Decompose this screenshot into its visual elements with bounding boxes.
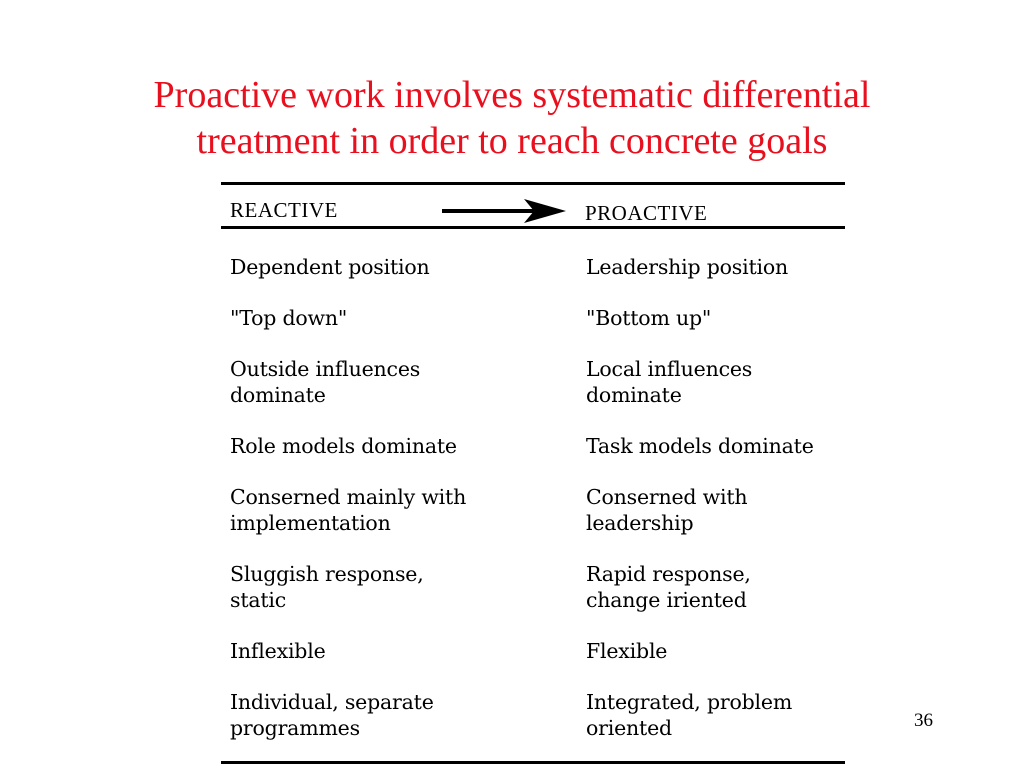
cell-line: dominate (586, 383, 682, 407)
reactive-cell (230, 561, 424, 613)
proactive-cell (586, 433, 814, 459)
title-line: treatment in order to reach concrete goals (196, 120, 828, 162)
proactive-cell (586, 561, 751, 613)
proactive-cell (586, 254, 788, 280)
reactive-cell (230, 356, 420, 408)
cell-line: Leadership position (586, 255, 789, 279)
cell-line: "Top down" (230, 306, 348, 330)
cell-line: implementation (230, 511, 391, 535)
table-bottom-rule (221, 761, 845, 764)
right-arrow-icon (440, 196, 570, 226)
slide-title (0, 72, 1024, 164)
cell-line: Sluggish response, (230, 562, 424, 586)
cell-line: change iriented (586, 588, 747, 612)
cell-line: static (230, 588, 287, 612)
cell-line: programmes (230, 716, 360, 740)
reactive-cell (230, 254, 430, 280)
cell-line: dominate (230, 383, 326, 407)
reactive-cell (230, 305, 347, 331)
proactive-cell (586, 689, 792, 741)
proactive-cell (586, 356, 752, 408)
table-header-rule (221, 226, 845, 229)
cell-line: Integrated, problem (586, 690, 793, 714)
table-top-rule (221, 182, 845, 185)
cell-line: Individual, separate (230, 690, 434, 714)
reactive-cell (230, 638, 326, 664)
reactive-cell (230, 433, 457, 459)
cell-line: Rapid response, (586, 562, 751, 586)
reactive-cell (230, 484, 466, 536)
title-line: Proactive work involves systematic differential (153, 74, 871, 116)
cell-line: oriented (586, 716, 672, 740)
proactive-cell (586, 484, 747, 536)
proactive-cell (586, 638, 667, 664)
cell-line: Inflexible (230, 639, 326, 663)
header-proactive: PROACTIVE (585, 201, 708, 225)
reactive-cell (230, 689, 434, 741)
cell-line: Flexible (586, 639, 668, 663)
cell-line: Dependent position (230, 255, 430, 279)
cell-line: Outside influences (230, 357, 421, 381)
header-reactive: REACTIVE (230, 198, 338, 222)
cell-line: "Bottom up" (586, 306, 712, 330)
page-number: 36 (914, 710, 933, 731)
cell-line: Role models dominate (230, 434, 457, 458)
cell-line: Local influences (586, 357, 753, 381)
cell-line: Conserned with (586, 485, 748, 509)
proactive-cell (586, 305, 711, 331)
cell-line: Task models dominate (586, 434, 814, 458)
cell-line: leadership (586, 511, 694, 535)
cell-line: Conserned mainly with (230, 485, 467, 509)
